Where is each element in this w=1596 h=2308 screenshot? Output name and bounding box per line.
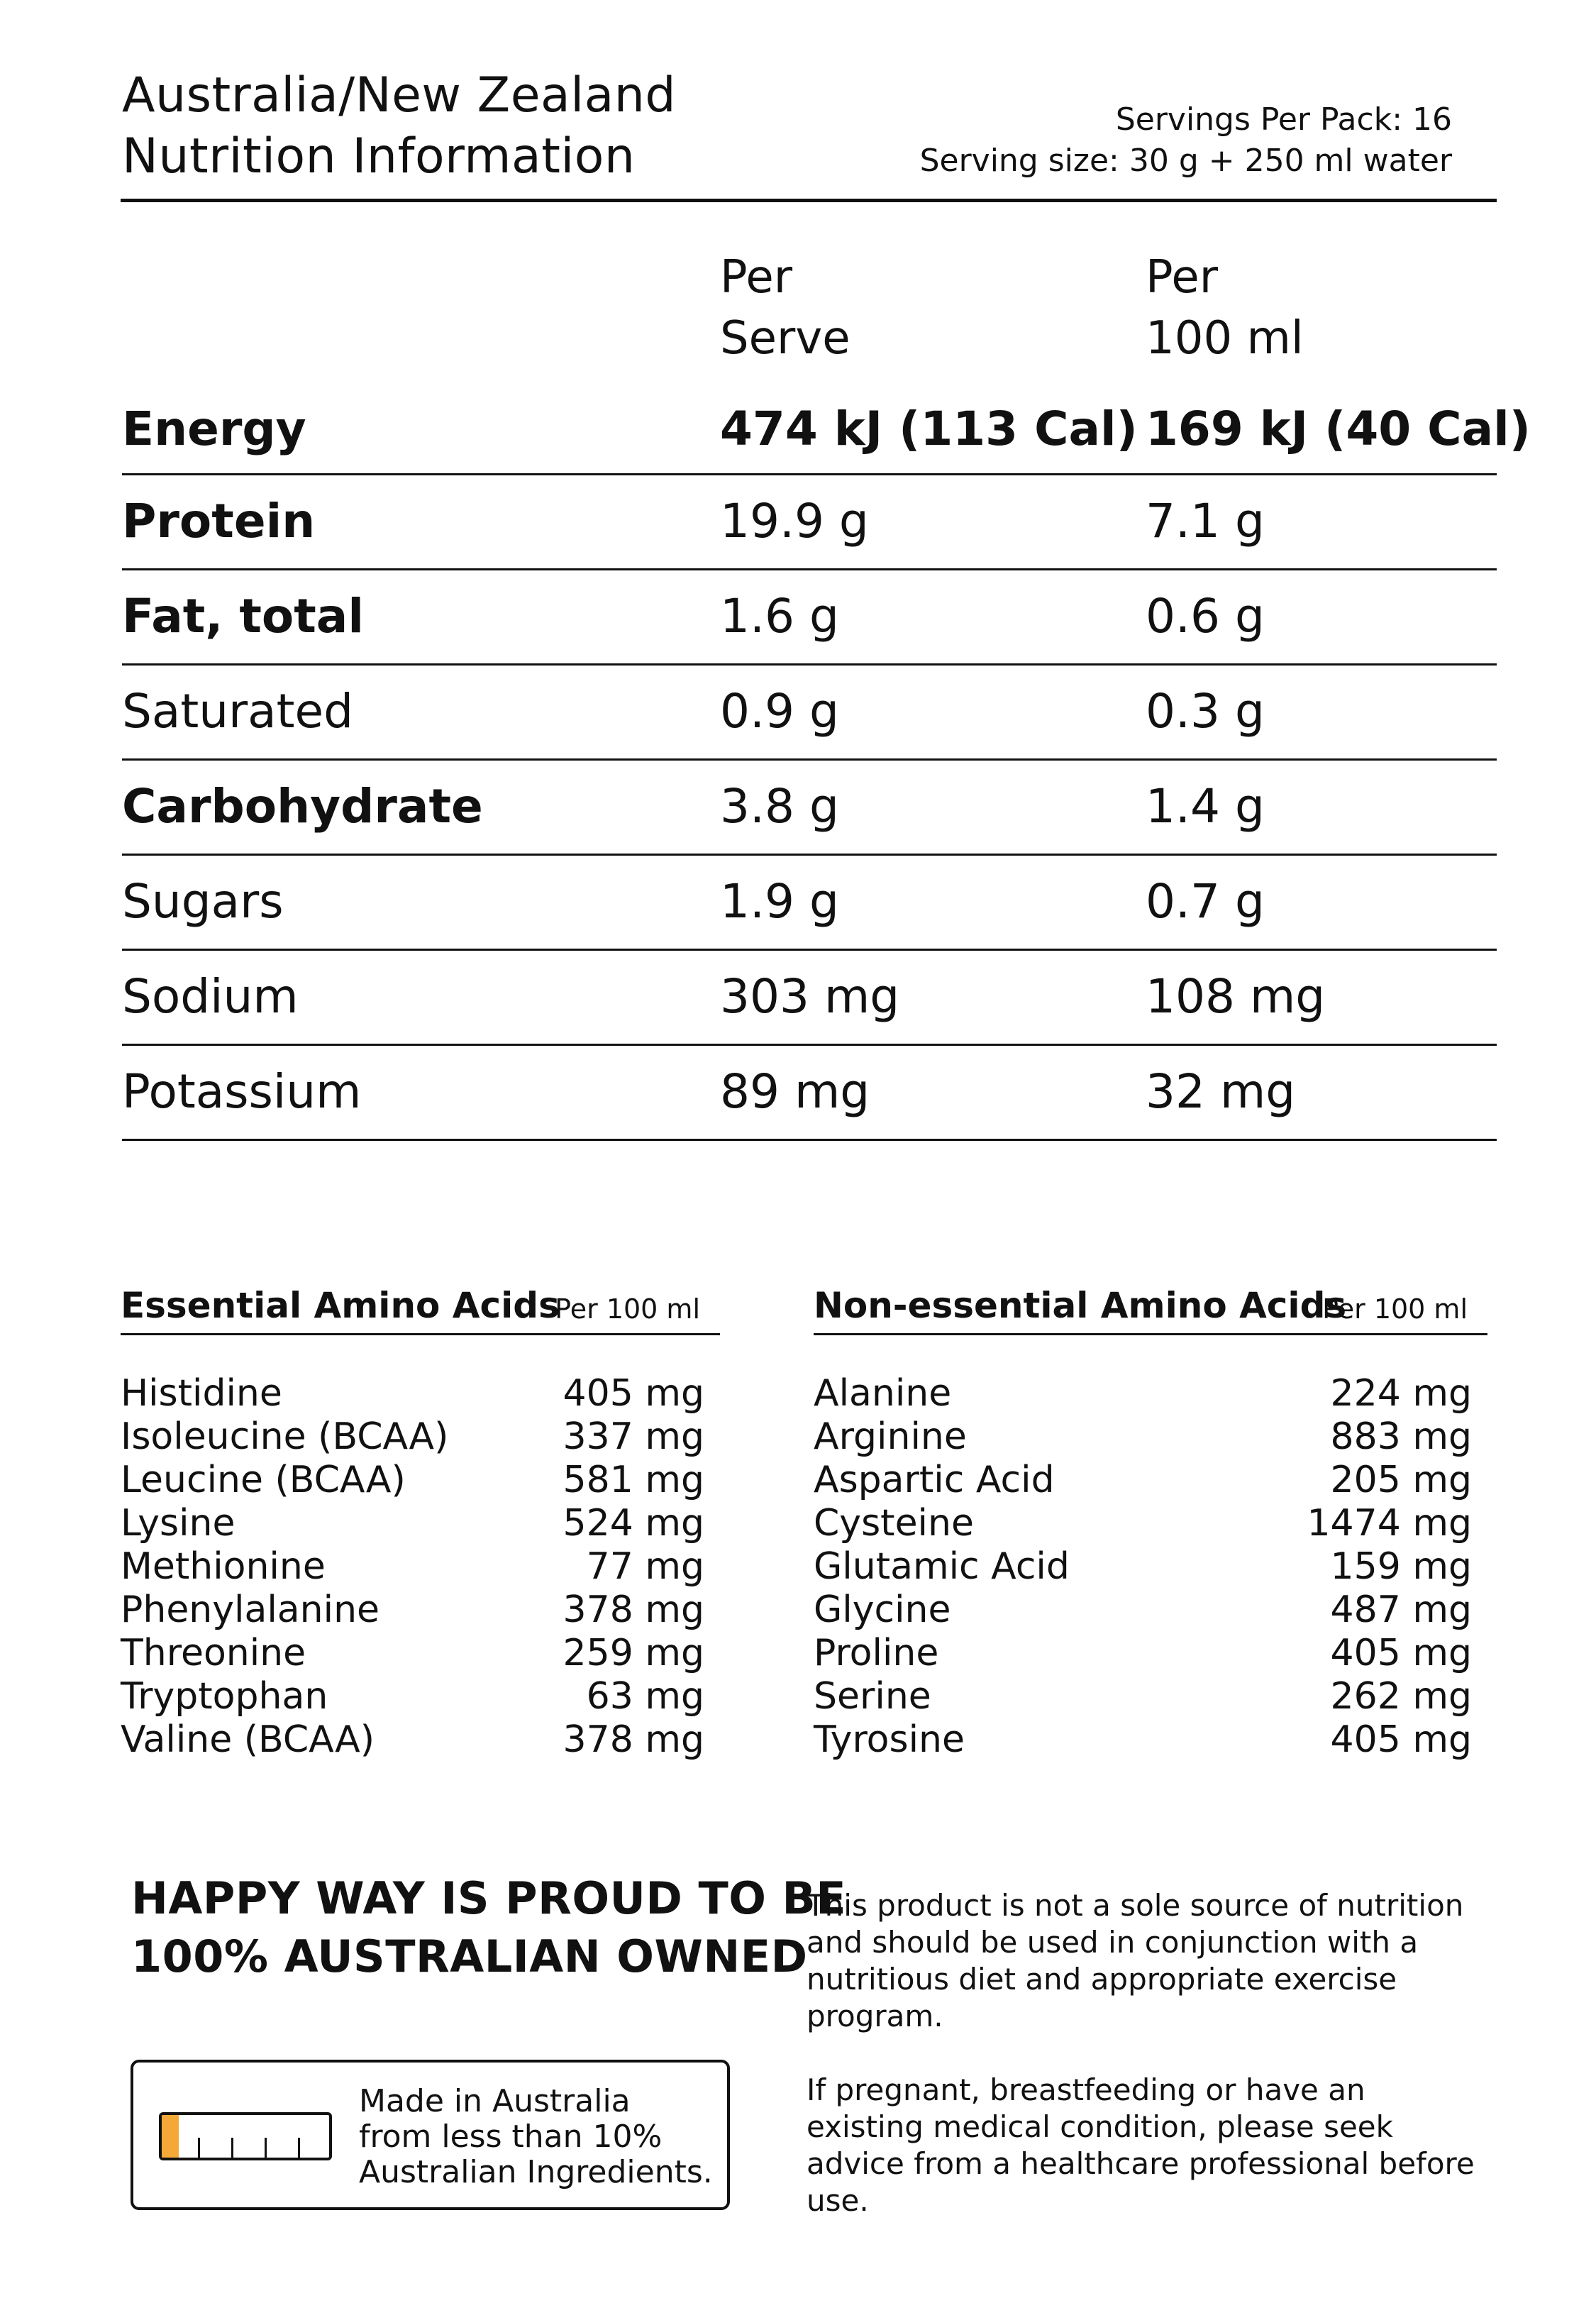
list-item (814, 1415, 1487, 1459)
list-item (121, 1589, 720, 1632)
nutrient-per-serve: 0.9 g (720, 684, 839, 739)
nutrient-per-serve: 3.8 g (720, 779, 839, 834)
per-serve-line-2: Serve (720, 312, 850, 365)
amino-value: 159 mg (1330, 1545, 1472, 1588)
nutrient-label: Saturated (122, 684, 354, 739)
nutrient-row-potassium (122, 1046, 1497, 1141)
amino-value: 405 mg (1330, 1718, 1472, 1761)
nutrient-label: Potassium (122, 1064, 362, 1119)
nutrient-per-100ml: 108 mg (1146, 969, 1326, 1024)
nutrient-row-protein (122, 475, 1497, 570)
amino-name: Tyrosine (814, 1718, 965, 1761)
amino-name: Serine (814, 1675, 931, 1718)
nutrient-row-carbohydrate (122, 761, 1497, 856)
amino-name: Arginine (814, 1415, 967, 1458)
amino-value: 405 mg (563, 1372, 704, 1415)
bar-tick (231, 2138, 233, 2158)
nutrient-label: Energy (122, 402, 306, 456)
per-100ml-line-1: Per (1146, 251, 1218, 304)
ingredient-origin-bar-fill (162, 2115, 179, 2158)
nutrient-per-100ml: 0.3 g (1146, 684, 1265, 739)
column-heading-per-100ml (1146, 247, 1304, 369)
title-line-1: Australia/New Zealand (122, 67, 677, 123)
per-serve-line-1: Per (720, 251, 792, 304)
amino-name: Phenylalanine (121, 1589, 380, 1631)
amino-value: 262 mg (1330, 1675, 1472, 1718)
amino-name: Valine (BCAA) (121, 1718, 375, 1761)
disclaimer (807, 1887, 1487, 2256)
nutrient-per-serve: 1.6 g (720, 589, 839, 644)
amino-value: 378 mg (563, 1718, 704, 1761)
nutrient-label: Sugars (122, 874, 284, 929)
disclaimer-paragraph-1: This product is not a sole source of nutrition and should be used in conjunction with a nutritious diet and appropriate exercise program. (807, 1888, 1464, 2033)
list-item (121, 1675, 720, 1718)
amino-value: 883 mg (1330, 1415, 1472, 1458)
amino-name: Lysine (121, 1502, 235, 1545)
list-item (121, 1718, 720, 1762)
header-divider (121, 199, 1497, 202)
amino-name: Threonine (121, 1632, 306, 1674)
panel-title (122, 65, 676, 187)
bar-tick (298, 2138, 300, 2158)
nutrient-row-sugars (122, 856, 1497, 951)
nutrient-row-fat-total (122, 570, 1497, 666)
origin-text (359, 2084, 713, 2190)
amino-name: Proline (814, 1632, 939, 1674)
amino-name: Glutamic Acid (814, 1545, 1070, 1588)
amino-name: Aspartic Acid (814, 1459, 1055, 1501)
ingredient-origin-bar (159, 2112, 332, 2160)
amino-value: 405 mg (1330, 1632, 1472, 1674)
nutrient-per-100ml: 0.7 g (1146, 874, 1265, 929)
serving-size: Serving size: 30 g + 250 ml water (919, 143, 1452, 179)
nutrient-per-100ml: 32 mg (1146, 1064, 1296, 1119)
amino-value: 378 mg (563, 1589, 704, 1631)
amino-value: 259 mg (563, 1632, 704, 1674)
amino-value: 487 mg (1330, 1589, 1472, 1631)
amino-value: 205 mg (1330, 1459, 1472, 1501)
amino-name: Isoleucine (BCAA) (121, 1415, 449, 1458)
list-item (814, 1459, 1487, 1502)
essential-amino-acids-table (121, 1277, 720, 1762)
amino-value: 337 mg (563, 1415, 704, 1458)
essential-amino-per: Per 100 ml (555, 1293, 700, 1325)
serving-info (920, 99, 1452, 182)
nonessential-amino-heading: Non-essential Amino Acids (814, 1285, 1347, 1326)
nutrient-row-energy (122, 383, 1531, 475)
disclaimer-paragraph-2: If pregnant, breastfeeding or have an existing medical condition, please seek advice from a healthcare professional before use. (807, 2072, 1475, 2218)
country-of-origin-label (131, 2060, 730, 2210)
list-item (814, 1675, 1487, 1718)
nonessential-amino-per: Per 100 ml (1322, 1293, 1468, 1325)
essential-amino-list (121, 1372, 720, 1762)
nonessential-amino-header (814, 1277, 1487, 1335)
nutrient-row-saturated (122, 666, 1497, 761)
list-item (121, 1632, 720, 1675)
nutrient-label: Sodium (122, 969, 299, 1024)
nutrition-table (122, 383, 1531, 1141)
amino-value: 63 mg (586, 1675, 704, 1718)
nutrient-label: Fat, total (122, 589, 364, 644)
nonessential-amino-acids-table (814, 1277, 1487, 1762)
amino-value: 1474 mg (1307, 1502, 1472, 1545)
amino-name: Alanine (814, 1372, 952, 1415)
nutrient-per-serve: 474 kJ (113 Cal) (720, 402, 1138, 456)
amino-name: Histidine (121, 1372, 282, 1415)
bar-tick (265, 2138, 267, 2158)
amino-value: 77 mg (586, 1545, 704, 1588)
origin-line-1: Made in Australia (359, 2083, 631, 2119)
australian-owned-statement (131, 1870, 846, 1986)
amino-name: Cysteine (814, 1502, 974, 1545)
nutrient-per-serve: 303 mg (720, 969, 900, 1024)
list-item (121, 1459, 720, 1502)
list-item (814, 1545, 1487, 1589)
origin-line-2: from less than 10% (359, 2119, 663, 2155)
nutrient-per-100ml: 7.1 g (1146, 494, 1265, 548)
title-line-2: Nutrition Information (122, 128, 636, 184)
essential-amino-heading: Essential Amino Acids (121, 1285, 560, 1326)
proud-line-1: HAPPY WAY IS PROUD TO BE (131, 1872, 847, 1924)
list-item (121, 1372, 720, 1415)
amino-name: Leucine (BCAA) (121, 1459, 406, 1501)
list-item (121, 1415, 720, 1459)
essential-amino-header (121, 1277, 720, 1335)
proud-line-2: 100% AUSTRALIAN OWNED (131, 1931, 808, 1982)
list-item (814, 1718, 1487, 1762)
nutrient-row-sodium (122, 951, 1497, 1046)
amino-name: Glycine (814, 1589, 951, 1631)
column-heading-per-serve (720, 247, 850, 369)
nutrient-label: Protein (122, 494, 316, 548)
nutrient-per-serve: 19.9 g (720, 494, 869, 548)
nutrient-per-100ml: 169 kJ (40 Cal) (1146, 402, 1531, 456)
list-item (121, 1502, 720, 1545)
amino-name: Tryptophan (121, 1675, 328, 1718)
list-item (814, 1589, 1487, 1632)
servings-per-pack: Servings Per Pack: 16 (1115, 101, 1452, 138)
nutrient-per-100ml: 1.4 g (1146, 779, 1265, 834)
bar-tick (198, 2138, 200, 2158)
nutrient-per-100ml: 0.6 g (1146, 589, 1265, 644)
list-item (814, 1632, 1487, 1675)
per-100ml-line-2: 100 ml (1146, 312, 1304, 365)
list-item (121, 1545, 720, 1589)
amino-name: Methionine (121, 1545, 326, 1588)
amino-value: 224 mg (1330, 1372, 1472, 1415)
nutrient-per-serve: 89 mg (720, 1064, 870, 1119)
nonessential-amino-list (814, 1372, 1487, 1762)
nutrient-per-serve: 1.9 g (720, 874, 839, 929)
list-item (814, 1502, 1487, 1545)
amino-value: 524 mg (563, 1502, 704, 1545)
list-item (814, 1372, 1487, 1415)
origin-line-3: Australian Ingredients. (359, 2154, 713, 2190)
amino-value: 581 mg (563, 1459, 704, 1501)
nutrient-label: Carbohydrate (122, 779, 483, 834)
